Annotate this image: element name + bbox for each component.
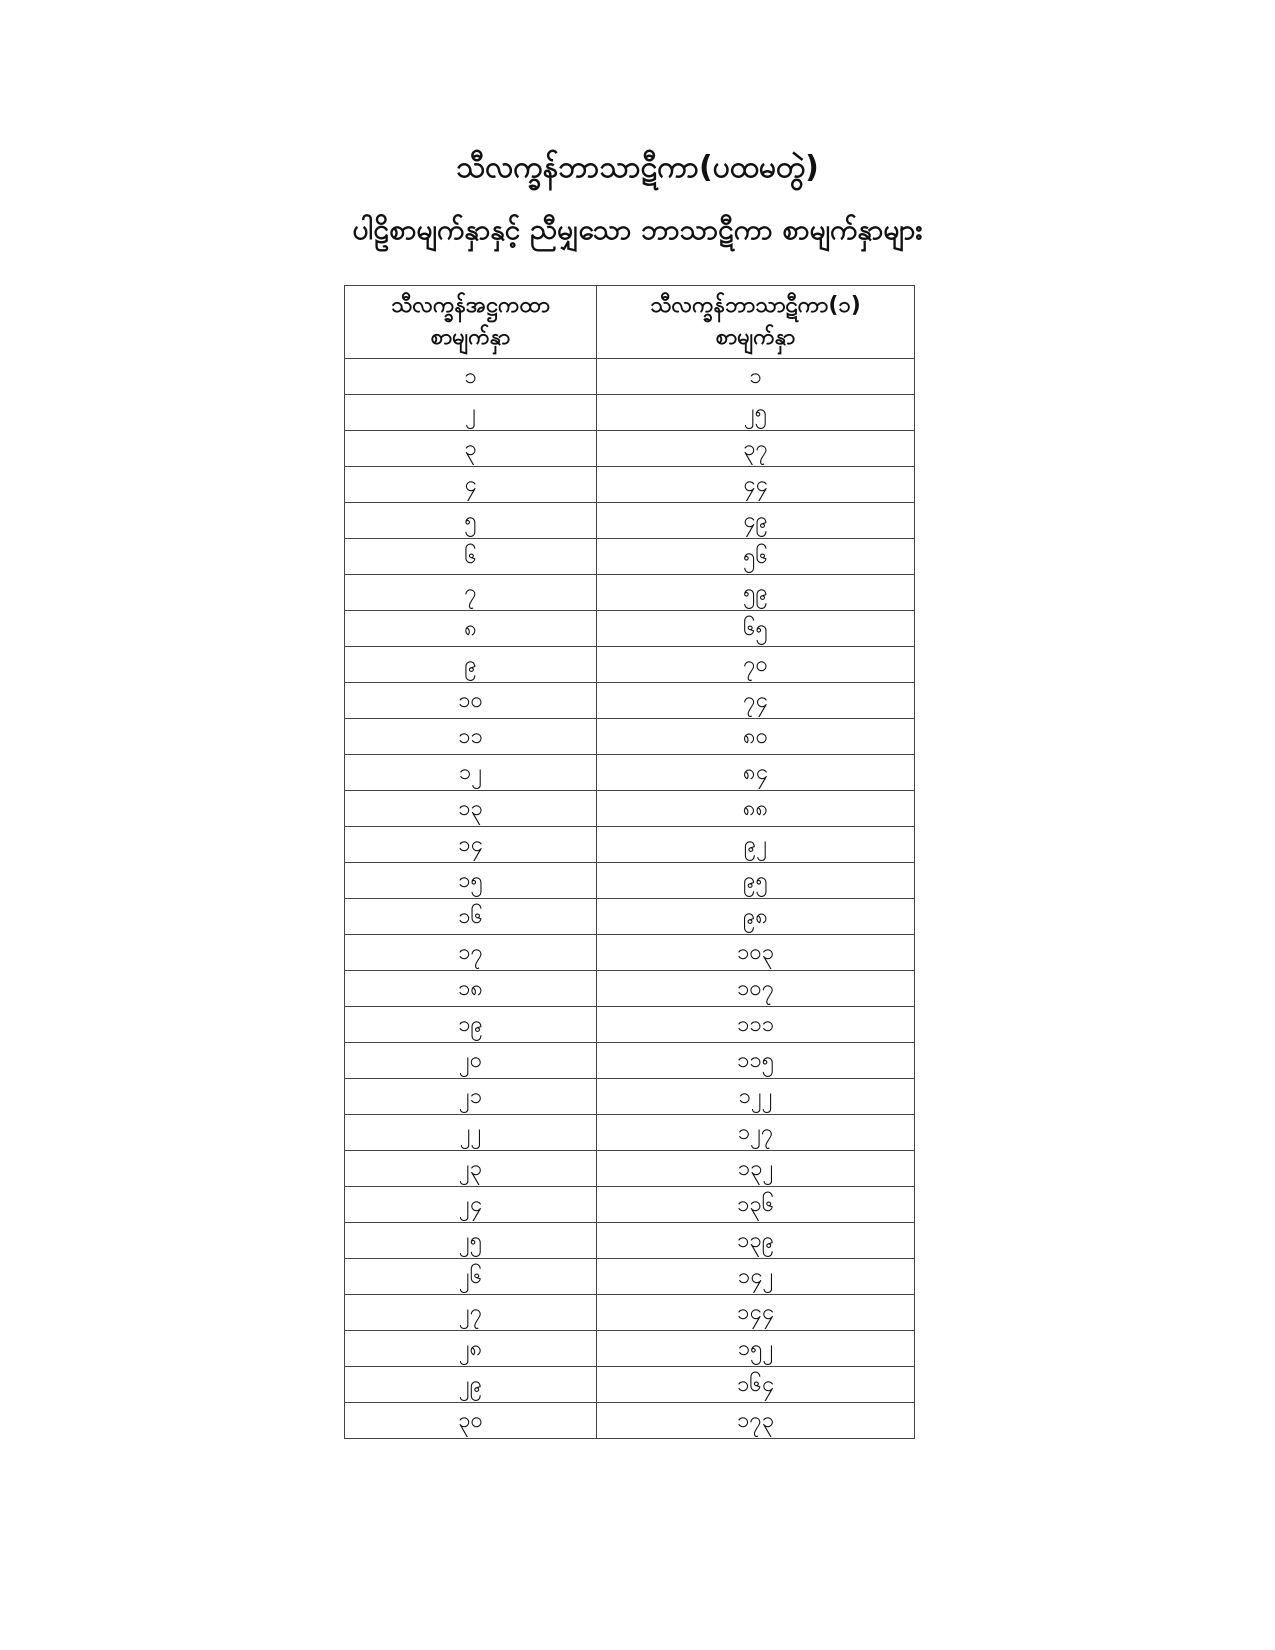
atthakatha-page-cell: ၁၁ — [345, 719, 597, 755]
table-row — [345, 863, 915, 899]
table-row — [345, 1079, 915, 1115]
atthakatha-page-cell: ၁၅ — [345, 863, 597, 899]
atthakatha-page-cell: ၂၅ — [345, 1223, 597, 1259]
table-row — [345, 1151, 915, 1187]
table-row — [345, 1403, 915, 1439]
atthakatha-page-cell: ၂၆ — [345, 1259, 597, 1295]
tika-page-cell: ၄၉ — [597, 503, 915, 539]
atthakatha-page-cell: ၁၇ — [345, 935, 597, 971]
tika-page-cell: ၁၀၇ — [597, 971, 915, 1007]
table-row — [345, 899, 915, 935]
tika-page-cell: ၁၄၄ — [597, 1295, 915, 1331]
atthakatha-page-cell: ၂၃ — [345, 1151, 597, 1187]
table-row — [345, 611, 915, 647]
table-row — [345, 1223, 915, 1259]
tika-page-cell: ၁၃၉ — [597, 1223, 915, 1259]
tika-page-cell: ၁၃၂ — [597, 1151, 915, 1187]
table-row — [345, 1115, 915, 1151]
table-row — [345, 683, 915, 719]
atthakatha-page-cell: ၁၈ — [345, 971, 597, 1007]
column-header-atthakatha-page — [345, 286, 597, 359]
tika-page-cell: ၁၆၄ — [597, 1367, 915, 1403]
page-title: သီလက္ခန်ဘာသာဋီကာ(ပထမတွဲ) — [456, 150, 819, 185]
atthakatha-page-cell: ၂၀ — [345, 1043, 597, 1079]
atthakatha-page-cell: ၂၉ — [345, 1367, 597, 1403]
table-row — [345, 755, 915, 791]
table-row — [345, 935, 915, 971]
tika-page-cell: ၁၇၃ — [597, 1403, 915, 1439]
table-row — [345, 1295, 915, 1331]
table-row — [345, 359, 915, 395]
column-header-tika-line2: စာမျက်နှာ — [715, 325, 796, 350]
table-header-row — [345, 286, 915, 359]
tika-page-cell: ၁၅၂ — [597, 1331, 915, 1367]
tika-page-cell: ၁၃၆ — [597, 1187, 915, 1223]
atthakatha-page-cell: ၂၁ — [345, 1079, 597, 1115]
tika-page-cell: ၂၅ — [597, 395, 915, 431]
atthakatha-page-cell: ၅ — [345, 503, 597, 539]
tika-page-cell: ၉၂ — [597, 827, 915, 863]
tika-page-cell: ၇၄ — [597, 683, 915, 719]
tika-page-cell: ၈၈ — [597, 791, 915, 827]
table-row — [345, 1187, 915, 1223]
tika-page-cell: ၁၁၅ — [597, 1043, 915, 1079]
column-header-atthakatha-line2: စာမျက်နှာ — [430, 325, 511, 350]
page-mapping-table — [344, 285, 915, 1439]
table-row — [345, 971, 915, 1007]
atthakatha-page-cell: ၆ — [345, 539, 597, 575]
atthakatha-page-cell: ၂၄ — [345, 1187, 597, 1223]
table-row — [345, 1367, 915, 1403]
tika-page-cell: ၆၅ — [597, 611, 915, 647]
table-row — [345, 647, 915, 683]
atthakatha-page-cell: ၁၆ — [345, 899, 597, 935]
tika-page-cell: ၈၄ — [597, 755, 915, 791]
atthakatha-page-cell: ၁၉ — [345, 1007, 597, 1043]
table-row — [345, 791, 915, 827]
tika-page-cell: ၁၁၁ — [597, 1007, 915, 1043]
table-row — [345, 503, 915, 539]
table-row — [345, 719, 915, 755]
tika-page-cell: ၈၀ — [597, 719, 915, 755]
table-row — [345, 1007, 915, 1043]
tika-page-cell: ၇၀ — [597, 647, 915, 683]
table-row — [345, 1043, 915, 1079]
table-row — [345, 575, 915, 611]
tika-page-cell: ၁၄၂ — [597, 1259, 915, 1295]
atthakatha-page-cell: ၂၈ — [345, 1331, 597, 1367]
atthakatha-page-cell: ၇ — [345, 575, 597, 611]
table-row — [345, 1259, 915, 1295]
atthakatha-page-cell: ၁၃ — [345, 791, 597, 827]
tika-page-cell: ၁၀၃ — [597, 935, 915, 971]
tika-page-cell: ၅၆ — [597, 539, 915, 575]
table-row — [345, 431, 915, 467]
atthakatha-page-cell: ၉ — [345, 647, 597, 683]
atthakatha-page-cell: ၁၂ — [345, 755, 597, 791]
atthakatha-page-cell: ၁၄ — [345, 827, 597, 863]
atthakatha-page-cell: ၁၀ — [345, 683, 597, 719]
atthakatha-page-cell: ၁ — [345, 359, 597, 395]
atthakatha-page-cell: ၃၀ — [345, 1403, 597, 1439]
table-body — [345, 359, 915, 1439]
page-subtitle: ပါဠိစာမျက်နှာနှင့် ညီမျှသော ဘာသာဋီကာ စာမျက်နှာများ — [352, 213, 923, 246]
table-row — [345, 395, 915, 431]
atthakatha-page-cell: ၃ — [345, 431, 597, 467]
column-header-tika-line1: သီလက္ခန်ဘာသာဋီကာ(၁) — [650, 293, 861, 318]
table-row — [345, 539, 915, 575]
atthakatha-page-cell: ၂၂ — [345, 1115, 597, 1151]
tika-page-cell: ၅၉ — [597, 575, 915, 611]
atthakatha-page-cell: ၂၇ — [345, 1295, 597, 1331]
tika-page-cell: ၉၈ — [597, 899, 915, 935]
tika-page-cell: ၁၂၇ — [597, 1115, 915, 1151]
column-header-tika-page — [597, 286, 915, 359]
tika-page-cell: ၉၅ — [597, 863, 915, 899]
atthakatha-page-cell: ၈ — [345, 611, 597, 647]
atthakatha-page-cell: ၂ — [345, 395, 597, 431]
table-row — [345, 827, 915, 863]
table-row — [345, 467, 915, 503]
tika-page-cell: ၁ — [597, 359, 915, 395]
tika-page-cell: ၄၄ — [597, 467, 915, 503]
tika-page-cell: ၁၂၂ — [597, 1079, 915, 1115]
table-row — [345, 1331, 915, 1367]
atthakatha-page-cell: ၄ — [345, 467, 597, 503]
tika-page-cell: ၃၇ — [597, 431, 915, 467]
column-header-atthakatha-line1: သီလက္ခန်အဋ္ဌကထာ — [391, 293, 550, 318]
